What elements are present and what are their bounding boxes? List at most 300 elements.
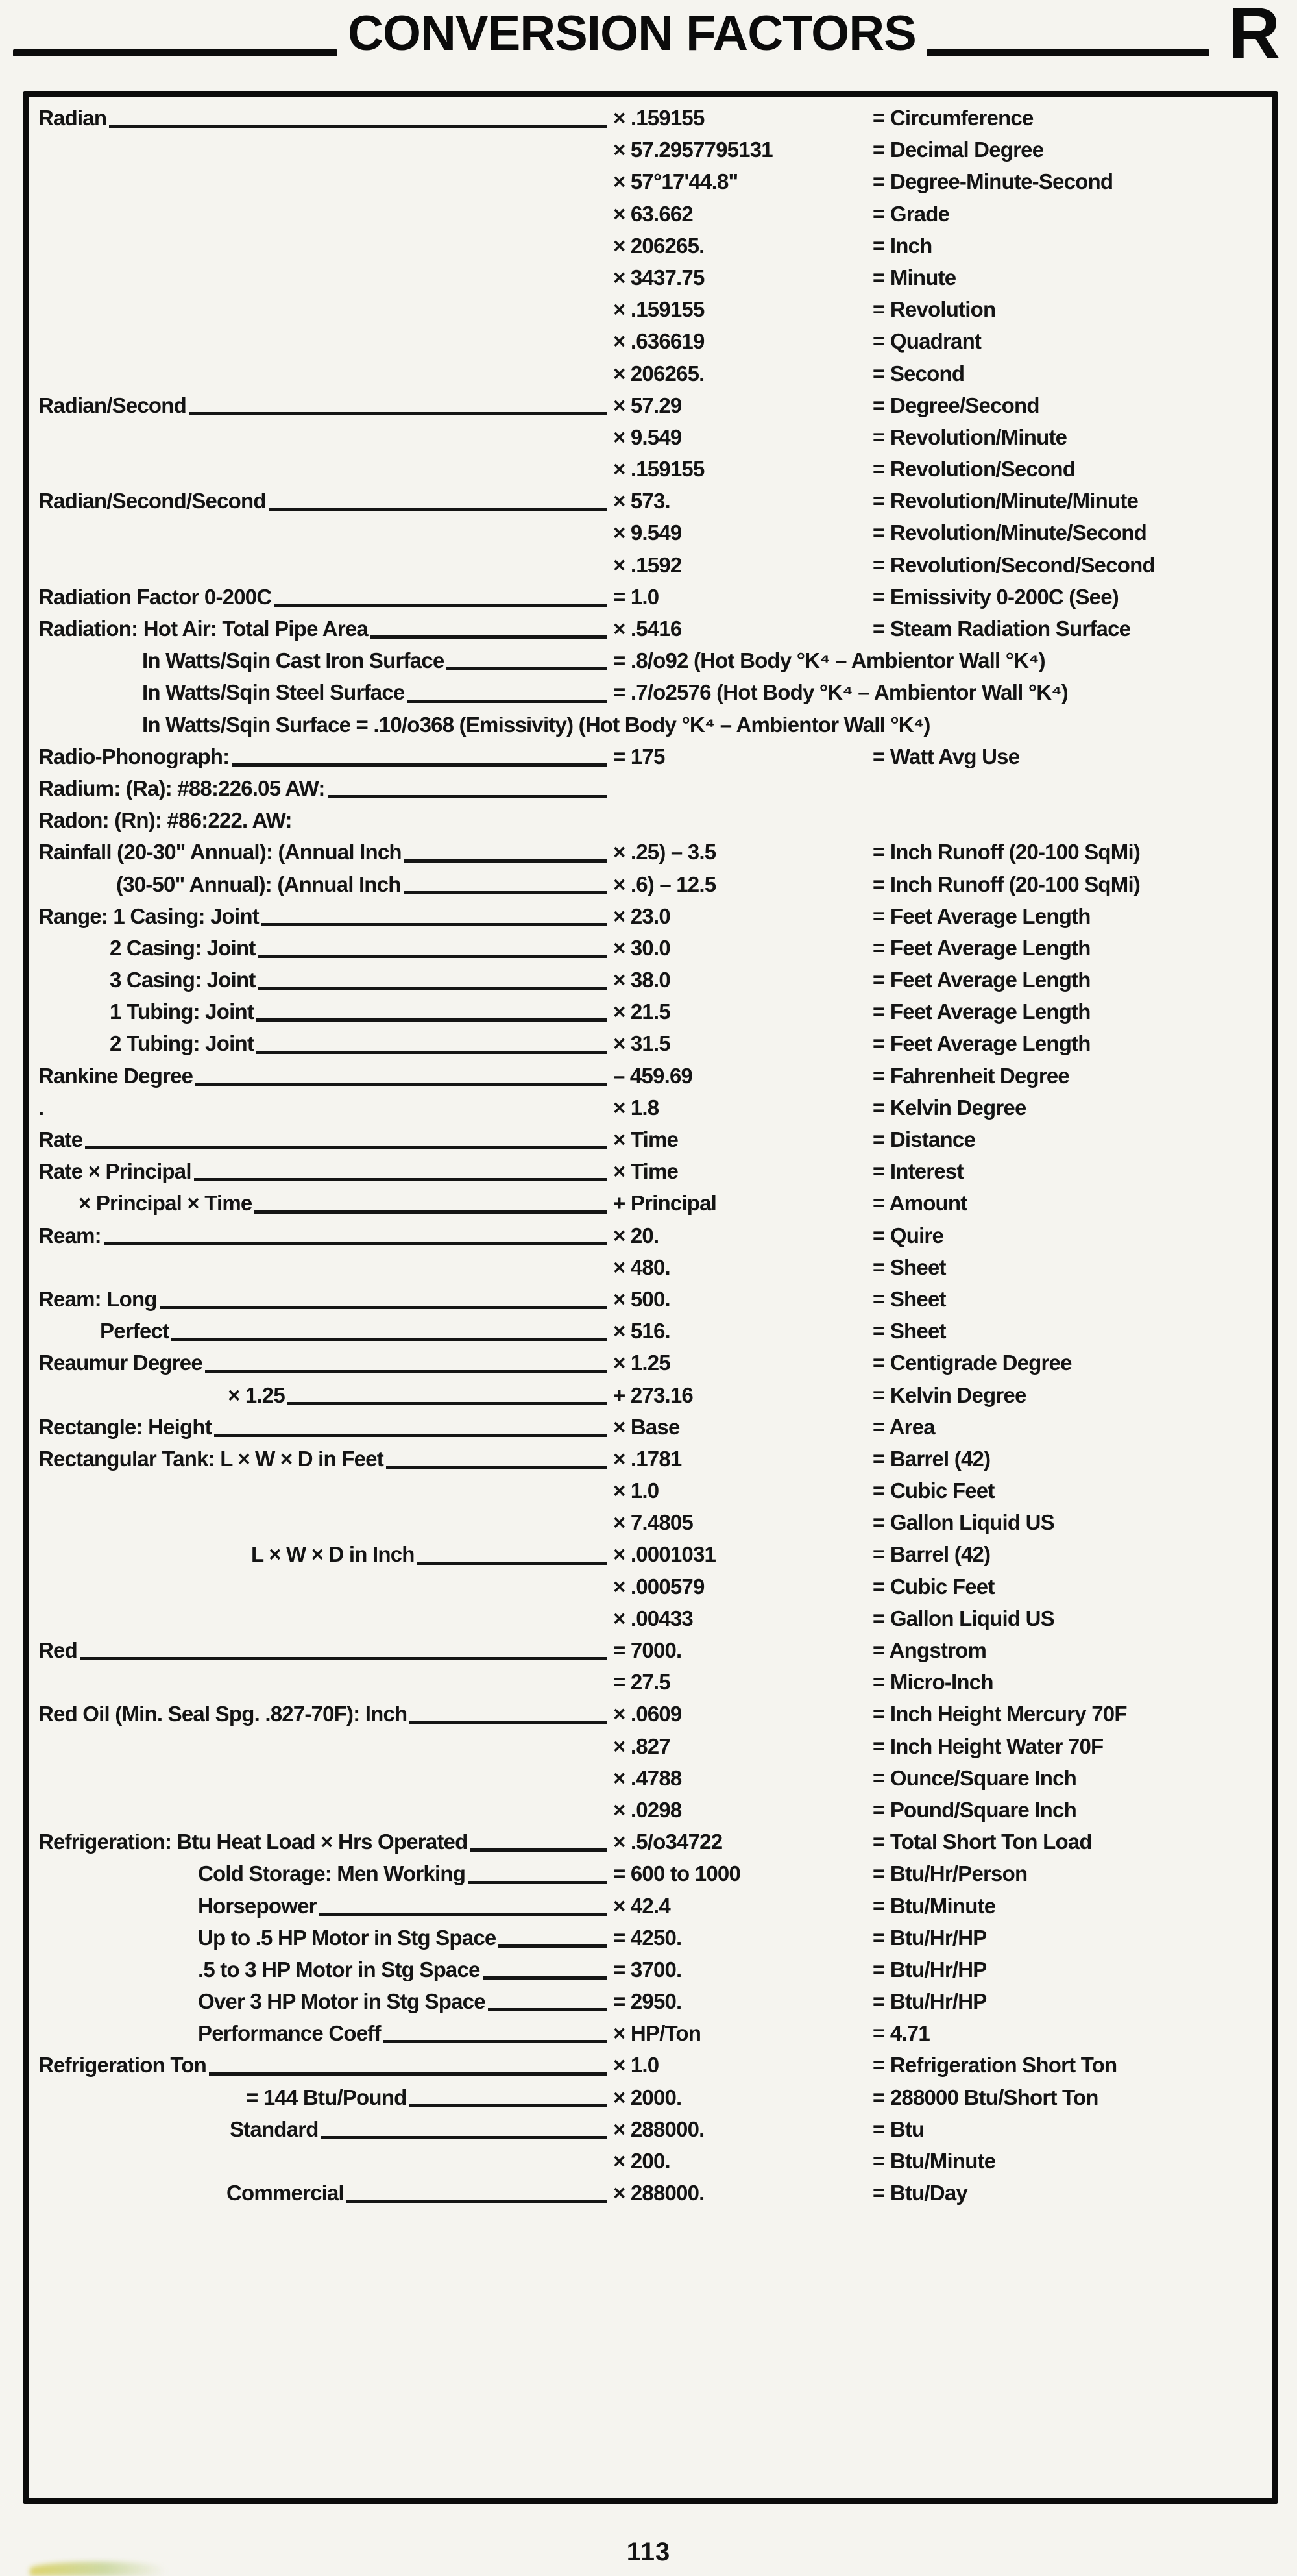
entry-cell — [38, 1826, 613, 1858]
result-value: = Total Short Ton Load — [873, 1830, 1092, 1854]
result-value: = Feet Average Length — [873, 1000, 1091, 1024]
ruled-line — [269, 485, 607, 511]
entry-cell — [38, 1571, 613, 1602]
factor-value: × 57°17'44.8" — [613, 169, 738, 194]
entry-cell — [38, 293, 613, 325]
factor-value: × 1.0 — [613, 1478, 659, 1503]
entry-cell — [38, 2177, 613, 2209]
factor-value: × .5416 — [613, 617, 682, 641]
result-value: = Revolution — [873, 297, 996, 322]
table-row — [38, 676, 1259, 708]
entry-cell — [38, 485, 613, 517]
entry-label: Performance Coeff — [198, 2021, 381, 2046]
result-value: = Amount — [873, 1191, 967, 1216]
entry-cell — [38, 836, 613, 868]
result-value: = Refrigeration Short Ton — [873, 2053, 1117, 2078]
entry-cell — [38, 389, 613, 421]
result-value: = Fahrenheit Degree — [873, 1063, 1069, 1088]
entry-cell — [38, 549, 613, 581]
factor-value: × 3437.75 — [613, 265, 705, 289]
factor-value: × .1592 — [613, 552, 682, 577]
table-row — [38, 2081, 1259, 2113]
result-value: = Kelvin Degree — [873, 1382, 1026, 1407]
ruled-line — [409, 1698, 607, 1724]
result-value: = Btu — [873, 2116, 925, 2141]
table-row — [38, 1922, 1259, 1954]
entry-label: Cold Storage: Men Working — [198, 1861, 466, 1886]
table-row — [38, 2177, 1259, 2209]
entry-cell — [38, 2113, 613, 2145]
entry-cell — [38, 1155, 613, 1187]
entry-cell — [38, 230, 613, 262]
entry-cell — [38, 1092, 613, 1123]
table-row — [38, 1283, 1259, 1315]
result-value: = Inch Height Mercury 70F — [873, 1702, 1127, 1726]
ruled-line — [109, 102, 607, 128]
factor-value: × 42.4 — [613, 1893, 670, 1918]
entry-cell — [38, 964, 613, 996]
factor-value: × 57.2957795131 — [613, 138, 773, 162]
result-value: = Btu/Hr/HP — [873, 1989, 987, 2014]
entry-cell — [38, 868, 613, 900]
ruled-line — [468, 1858, 607, 1883]
entry-cell — [38, 102, 613, 134]
ruled-line — [195, 1060, 607, 1086]
factor-value: × .827 — [613, 1734, 670, 1758]
entry-label: L × W × D in Inch — [251, 1542, 415, 1567]
table-row — [38, 293, 1259, 325]
entry-cell — [38, 325, 613, 357]
table-row — [38, 453, 1259, 485]
entry-label: Rectangle: Height — [38, 1414, 212, 1439]
factor-value: = 1.0 — [613, 584, 659, 609]
entry-cell — [38, 581, 613, 613]
entry-cell — [38, 1634, 613, 1666]
result-value: = Centigrade Degree — [873, 1351, 1072, 1375]
factor-value: × .159155 — [613, 457, 705, 482]
ruled-line — [370, 613, 607, 639]
result-value: = Btu/Hr/HP — [873, 1957, 987, 1981]
result-value: = Inch Height Water 70F — [873, 1734, 1104, 1758]
entry-cell — [38, 1220, 613, 1251]
entry-cell — [38, 262, 613, 293]
result-value: = Kelvin Degree — [873, 1095, 1026, 1120]
entry-cell — [38, 709, 1259, 741]
result-value: = Revolution/Second/Second — [873, 552, 1155, 577]
entry-label: 2 Tubing: Joint — [110, 1031, 254, 1056]
factor-value: = 7000. — [613, 1638, 682, 1662]
ruled-line — [498, 1922, 607, 1948]
result-value: = Cubic Feet — [873, 1478, 995, 1503]
table-row — [38, 804, 1259, 836]
factor-value: × 23.0 — [613, 903, 670, 928]
result-value: = Second — [873, 361, 965, 386]
entry-label: Up to .5 HP Motor in Stg Space — [198, 1925, 496, 1950]
ruled-line — [80, 1634, 607, 1660]
entry-cell — [38, 1411, 613, 1443]
factor-value: = 27.5 — [613, 1670, 670, 1695]
entry-cell — [38, 1027, 613, 1059]
entry-label: Horsepower — [198, 1893, 317, 1918]
entry-cell — [38, 1730, 613, 1762]
result-value: = Revolution/Second — [873, 457, 1076, 482]
entry-label: Rate × Principal — [38, 1159, 191, 1184]
ruled-line — [85, 1123, 607, 1149]
entry-label: × 1.25 — [228, 1382, 285, 1407]
factor-value: × 516. — [613, 1319, 670, 1343]
factor-value: × 7.4805 — [613, 1510, 693, 1535]
result-value: = Btu/Minute — [873, 1893, 996, 1918]
factor-value: + Principal — [613, 1191, 717, 1216]
factor-value: × Time — [613, 1127, 679, 1151]
result-value: = Circumference — [873, 106, 1034, 130]
table-row — [38, 517, 1259, 548]
result-value: = Btu/Hr/HP — [873, 1925, 987, 1950]
ruled-line — [189, 389, 607, 415]
entry-label: In Watts/Sqin Steel Surface — [142, 680, 405, 705]
entry-label: Radium: (Ra): #88:226.05 AW: — [38, 776, 325, 800]
factor-value: × 500. — [613, 1286, 670, 1311]
table-row — [38, 485, 1259, 517]
result-value: = 288000 Btu/Short Ton — [873, 2085, 1098, 2109]
table-row — [38, 325, 1259, 357]
table-row — [38, 2017, 1259, 2049]
table-row — [38, 1347, 1259, 1379]
entry-cell — [38, 1123, 613, 1155]
table-row — [38, 964, 1259, 996]
entry-cell — [38, 772, 613, 804]
result-value: = Cubic Feet — [873, 1574, 995, 1599]
ruled-line — [209, 2049, 607, 2075]
entry-cell — [38, 1283, 613, 1315]
factor-value: × .25) – 3.5 — [613, 840, 716, 865]
entry-label: Radiation: Hot Air: Total Pipe Area — [38, 617, 368, 641]
ruled-line — [232, 741, 607, 767]
entry-cell — [38, 421, 613, 453]
factor-value: × 1.8 — [613, 1095, 659, 1120]
ruled-line — [256, 996, 607, 1022]
table-row — [38, 1187, 1259, 1219]
result-value: = Inch Runoff (20-100 SqMi) — [873, 840, 1141, 865]
entry-cell — [38, 2017, 613, 2049]
result-value: = Emissivity 0-200C (See) — [873, 584, 1119, 609]
entry-label: Red Oil (Min. Seal Spg. .827-70F): Inch — [38, 1702, 407, 1726]
result-value: = Gallon Liquid US — [873, 1510, 1054, 1535]
result-value: = Steam Radiation Surface — [873, 617, 1131, 641]
result-value: = Gallon Liquid US — [873, 1606, 1054, 1630]
title-rule-right — [927, 49, 1209, 56]
entry-cell — [38, 2145, 613, 2177]
ruled-line — [287, 1379, 607, 1405]
entry-cell — [38, 741, 613, 772]
factor-value: – 459.69 — [613, 1063, 693, 1088]
ruled-line — [321, 2113, 607, 2139]
entry-cell — [38, 166, 613, 197]
factor-value: × .000579 — [613, 1574, 705, 1599]
entry-cell — [38, 1954, 613, 1985]
entry-cell — [38, 2081, 613, 2113]
entry-label: . — [38, 1095, 44, 1120]
entry-label: Rankine Degree — [38, 1063, 193, 1088]
entry-label: Rainfall (20-30" Annual): (Annual Inch — [38, 840, 402, 865]
ruled-line — [409, 2081, 607, 2107]
entry-cell — [38, 1315, 613, 1347]
entry-cell — [38, 1379, 613, 1411]
entry-cell — [38, 1475, 613, 1506]
result-value: = Inch Runoff (20-100 SqMi) — [873, 872, 1141, 896]
entry-cell — [38, 198, 613, 230]
entry-label: 1 Tubing: Joint — [110, 1000, 254, 1024]
result-value: = Ounce/Square Inch — [873, 1765, 1076, 1790]
table-row — [38, 1826, 1259, 1858]
entry-cell — [38, 996, 613, 1027]
ruled-line — [205, 1347, 607, 1373]
table-row — [38, 1985, 1259, 2017]
entry-label: × Principal × Time — [79, 1191, 252, 1216]
factor-value: × 20. — [613, 1223, 659, 1247]
entry-label: = 144 Btu/Pound — [246, 2085, 407, 2109]
table-row — [38, 868, 1259, 900]
result-value: = Sheet — [873, 1286, 946, 1311]
table-row — [38, 1315, 1259, 1347]
result-value: = Feet Average Length — [873, 935, 1091, 960]
table-row — [38, 2145, 1259, 2177]
ruled-line — [446, 644, 607, 670]
result-value: = Area — [873, 1414, 935, 1439]
entry-cell — [38, 134, 613, 166]
factor-value: × 573. — [613, 489, 670, 513]
entry-label: Ream: — [38, 1223, 101, 1247]
table-row — [38, 1092, 1259, 1123]
result-value: = Degree-Minute-Second — [873, 169, 1113, 194]
ruled-line — [171, 1315, 607, 1341]
factor-value: × 2000. — [613, 2085, 682, 2109]
factor-value: × .636619 — [613, 329, 705, 354]
entry-cell — [38, 358, 613, 389]
table-row — [38, 772, 1259, 804]
ruled-line — [383, 2017, 607, 2043]
ruled-line — [417, 1538, 607, 1564]
table-row — [38, 581, 1259, 613]
result-value: = Btu/Hr/Person — [873, 1861, 1028, 1886]
result-value: = 4.71 — [873, 2021, 930, 2046]
factor-value: × 200. — [613, 2149, 670, 2173]
factor-value: × 206265. — [613, 233, 705, 258]
ruled-line — [407, 676, 607, 702]
result-value: = Micro-Inch — [873, 1670, 993, 1695]
entry-label: In Watts/Sqin Surface = .10/o368 (Emissivity) (Hot Body °K⁴ – Ambientor Wall °K⁴) — [142, 712, 930, 737]
entry-cell — [38, 2049, 613, 2081]
table-row — [38, 1538, 1259, 1570]
table-row — [38, 644, 1259, 676]
table-row — [38, 932, 1259, 964]
table-row — [38, 1698, 1259, 1730]
factor-value: = 600 to 1000 — [613, 1861, 740, 1886]
table-row — [38, 198, 1259, 230]
table-row — [38, 1730, 1259, 1762]
entry-cell — [38, 1187, 613, 1219]
table-row — [38, 1443, 1259, 1475]
entry-label: Radiation Factor 0-200C — [38, 584, 272, 609]
result-value: = Quire — [873, 1223, 944, 1247]
factor-value: × 21.5 — [613, 1000, 670, 1024]
result-value: = Watt Avg Use — [873, 744, 1020, 768]
entry-label: In Watts/Sqin Cast Iron Surface — [142, 648, 444, 673]
result-value: = Quadrant — [873, 329, 982, 354]
factor-value: × 288000. — [613, 2181, 705, 2205]
result-value: = Inch — [873, 233, 932, 258]
page-title: CONVERSION FACTORS — [348, 6, 916, 61]
result-value: = Feet Average Length — [873, 1031, 1091, 1056]
factor-value: = .8/o92 (Hot Body °K⁴ – Ambientor Wall °K⁴) — [613, 648, 1045, 673]
entry-label: Perfect — [100, 1319, 169, 1343]
entry-cell — [38, 1602, 613, 1634]
factor-value: × .00433 — [613, 1606, 693, 1630]
table-row — [38, 1379, 1259, 1411]
entry-cell — [38, 1698, 613, 1730]
table-row — [38, 2049, 1259, 2081]
table-row — [38, 1155, 1259, 1187]
result-value: = Minute — [873, 265, 956, 289]
factor-value: × 206265. — [613, 361, 705, 386]
entry-label: Radon: (Rn): #86:222. AW: — [38, 808, 292, 833]
ruled-line — [214, 1411, 607, 1437]
table-row — [38, 358, 1259, 389]
factor-value: × .0298 — [613, 1797, 682, 1822]
factor-value: = .7/o2576 (Hot Body °K⁴ – Ambientor Wall °K⁴) — [613, 680, 1068, 705]
title-rule-left — [13, 49, 337, 56]
table-row — [38, 1475, 1259, 1506]
content-border-box — [23, 91, 1278, 2504]
ruled-line — [261, 900, 607, 926]
table-row — [38, 1858, 1259, 1889]
table-row — [38, 1666, 1259, 1698]
ruled-line — [488, 1985, 607, 2011]
ruled-line — [386, 1443, 607, 1469]
table-row — [38, 1251, 1259, 1283]
table-row — [38, 613, 1259, 644]
factor-value: + 273.16 — [613, 1382, 693, 1407]
entry-label: Radian/Second/Second — [38, 489, 266, 513]
entry-label: Red — [38, 1638, 77, 1662]
ruled-line — [258, 964, 607, 990]
entry-label: 3 Casing: Joint — [110, 968, 256, 992]
factor-value: × 31.5 — [613, 1031, 670, 1056]
table-row — [38, 709, 1259, 741]
result-value: = Sheet — [873, 1319, 946, 1343]
result-value: = Interest — [873, 1159, 964, 1184]
table-row — [38, 1634, 1259, 1666]
factor-value: × HP/Ton — [613, 2021, 701, 2046]
factor-value: × .0609 — [613, 1702, 682, 1726]
entry-label: Reaumur Degree — [38, 1351, 202, 1375]
entry-cell — [38, 1347, 613, 1379]
entry-cell — [38, 1506, 613, 1538]
table-row — [38, 836, 1259, 868]
factor-value: × .1781 — [613, 1446, 682, 1471]
table-row — [38, 1027, 1259, 1059]
ruled-line — [160, 1283, 607, 1309]
ruled-line — [404, 868, 607, 894]
result-value: = Feet Average Length — [873, 903, 1091, 928]
factor-value: × 9.549 — [613, 521, 682, 545]
entry-label: Refrigeration Ton — [38, 2053, 206, 2078]
table-row — [38, 1954, 1259, 1985]
entry-label: Commercial — [226, 2181, 344, 2205]
entry-label: Refrigeration: Btu Heat Load × Hrs Operated — [38, 1830, 468, 1854]
entry-cell — [38, 1794, 613, 1826]
factor-value: × .0001031 — [613, 1542, 716, 1567]
result-value: = Revolution/Minute/Second — [873, 521, 1146, 545]
table-row — [38, 1571, 1259, 1602]
entry-cell — [38, 1060, 613, 1092]
table-row — [38, 1220, 1259, 1251]
table-row — [38, 1890, 1259, 1922]
factor-value: × Time — [613, 1159, 679, 1184]
factor-value: × 63.662 — [613, 201, 693, 226]
entry-cell — [38, 1443, 613, 1475]
entry-label: (30-50" Annual): (Annual Inch — [116, 872, 401, 896]
page-header — [13, 0, 1280, 86]
table-row — [38, 2113, 1259, 2145]
result-value: = Revolution/Minute/Minute — [873, 489, 1139, 513]
table-row — [38, 1762, 1259, 1794]
entry-label: Range: 1 Casing: Joint — [38, 903, 259, 928]
table-row — [38, 1060, 1259, 1092]
result-value: = Btu/Minute — [873, 2149, 996, 2173]
entry-cell — [38, 1858, 613, 1889]
table-row — [38, 1794, 1259, 1826]
ruled-line — [404, 836, 607, 862]
table-row — [38, 421, 1259, 453]
factor-value: × 480. — [613, 1255, 670, 1279]
table-row — [38, 996, 1259, 1027]
table-row — [38, 741, 1259, 772]
entry-label: Ream: Long — [38, 1286, 157, 1311]
table-row — [38, 166, 1259, 197]
entry-cell — [38, 1251, 613, 1283]
result-value: = Degree/Second — [873, 393, 1039, 417]
entry-cell — [38, 1922, 613, 1954]
factor-value: = 3700. — [613, 1957, 682, 1981]
factor-value: = 2950. — [613, 1989, 682, 2014]
ruled-line — [258, 932, 607, 958]
table-row — [38, 549, 1259, 581]
entry-cell — [38, 932, 613, 964]
factor-value: × 288000. — [613, 2116, 705, 2141]
table-row — [38, 1123, 1259, 1155]
factor-value: × 9.549 — [613, 424, 682, 449]
factor-value: × Base — [613, 1414, 680, 1439]
factor-value: × .4788 — [613, 1765, 682, 1790]
factor-value: = 175 — [613, 744, 665, 768]
ruled-line — [274, 581, 607, 607]
table-row — [38, 900, 1259, 932]
entry-cell — [38, 453, 613, 485]
result-value: = Revolution/Minute — [873, 424, 1067, 449]
ruled-line — [470, 1826, 607, 1852]
section-letter: R — [1228, 0, 1280, 73]
result-value: = Btu/Day — [873, 2181, 967, 2205]
entry-cell — [38, 517, 613, 548]
entry-label: Over 3 HP Motor in Stg Space — [198, 1989, 485, 2014]
ruled-line — [483, 1954, 607, 1980]
factor-value: × .159155 — [613, 297, 705, 322]
entry-label: Radio-Phonograph: — [38, 744, 230, 768]
table-row — [38, 389, 1259, 421]
conversion-table — [29, 102, 1272, 2209]
entry-cell — [38, 613, 613, 644]
